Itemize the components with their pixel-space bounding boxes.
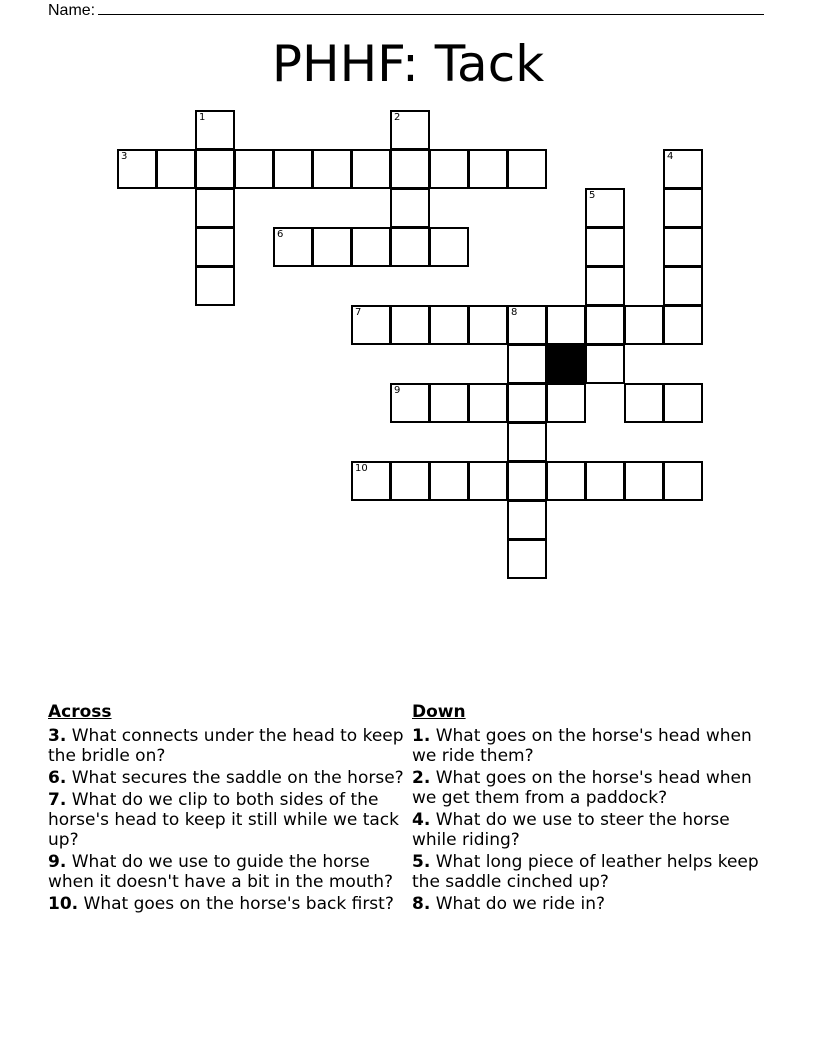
crossword-cell[interactable] [429, 149, 469, 189]
crossword-cell[interactable] [507, 383, 547, 423]
crossword-cell[interactable] [273, 149, 313, 189]
crossword-cell[interactable] [585, 266, 625, 306]
clue-number: 2 [394, 112, 401, 123]
crossword-cell[interactable] [507, 344, 547, 384]
crossword-cell[interactable] [156, 149, 196, 189]
crossword-cell[interactable] [663, 305, 703, 345]
clue-number-label: 10. [48, 894, 79, 914]
clue-number-label: 1. [412, 726, 431, 746]
clue-text: What do we clip to both sides of the horse's head to keep it still while we tack up? [48, 790, 399, 850]
down-clue [412, 726, 762, 766]
across-clue [48, 768, 410, 788]
crossword-cell[interactable] [390, 227, 430, 267]
crossword-cell[interactable] [663, 383, 703, 423]
crossword-cell[interactable] [624, 305, 664, 345]
name-label: Name: [48, 2, 96, 19]
crossword-cell[interactable] [507, 305, 547, 345]
crossword-cell[interactable] [585, 227, 625, 267]
crossword-cell[interactable] [351, 305, 391, 345]
crossword-cell[interactable] [468, 383, 508, 423]
clue-number: 9 [394, 385, 401, 396]
crossword-cell[interactable] [195, 110, 235, 150]
clue-text: What goes on the horse's back first? [83, 894, 394, 914]
crossword-cell[interactable] [117, 149, 157, 189]
down-clue [412, 852, 762, 892]
clue-number: 1 [199, 112, 206, 123]
across-clue [48, 852, 410, 892]
clue-text: What do we ride in? [435, 894, 606, 914]
crossword-cell[interactable] [663, 227, 703, 267]
crossword-cell[interactable] [663, 188, 703, 228]
clue-number-label: 3. [48, 726, 67, 746]
crossword-cell[interactable] [390, 149, 430, 189]
crossword-cell[interactable] [546, 383, 586, 423]
across-clue [48, 894, 410, 914]
crossword-cell[interactable] [390, 461, 430, 501]
clue-number: 7 [355, 307, 362, 318]
clue-number: 4 [667, 151, 674, 162]
clue-text: What do we use to guide the horse when it doesn't have a bit in the mouth? [48, 852, 394, 892]
clue-number: 10 [355, 463, 368, 474]
crossword-cell[interactable] [585, 461, 625, 501]
crossword-cell[interactable] [273, 227, 313, 267]
clue-number-label: 4. [412, 810, 431, 830]
crossword-cell[interactable] [585, 344, 625, 384]
across-clue [48, 790, 410, 850]
crossword-cell[interactable] [195, 188, 235, 228]
crossword-cell[interactable] [468, 461, 508, 501]
page-title: PHHF: Tack [271, 35, 545, 93]
clue-number: 6 [277, 229, 284, 240]
crossword-cell[interactable] [468, 149, 508, 189]
across-clue [48, 726, 410, 766]
crossword-cell[interactable] [351, 461, 391, 501]
crossword-cell[interactable] [429, 227, 469, 267]
clue-text: What connects under the head to keep the bridle on? [48, 726, 404, 766]
clue-number-label: 2. [412, 768, 431, 788]
crossword-cell[interactable] [351, 149, 391, 189]
across-clues [48, 702, 410, 916]
clue-number-label: 6. [48, 768, 67, 788]
down-clue [412, 894, 762, 914]
crossword-cell[interactable] [507, 539, 547, 579]
down-clues [412, 702, 762, 916]
crossword-cell[interactable] [663, 461, 703, 501]
crossword-cell[interactable] [468, 305, 508, 345]
crossword-cell[interactable] [351, 227, 391, 267]
crossword-cell[interactable] [429, 383, 469, 423]
crossword-cell[interactable] [546, 305, 586, 345]
crossword-cell[interactable] [390, 188, 430, 228]
crossword-cell[interactable] [507, 149, 547, 189]
across-clue-list [48, 726, 410, 914]
down-clue [412, 810, 762, 850]
clue-number: 3 [121, 151, 128, 162]
crossword-cell[interactable] [312, 227, 352, 267]
clue-text: What do we use to steer the horse while riding? [412, 810, 730, 850]
down-clue-list [412, 726, 762, 914]
crossword-cell[interactable] [234, 149, 274, 189]
crossword-cell[interactable] [546, 461, 586, 501]
crossword-cell[interactable] [390, 110, 430, 150]
crossword-cell[interactable] [429, 305, 469, 345]
crossword-cell[interactable] [663, 266, 703, 306]
crossword-cell[interactable] [507, 500, 547, 540]
clue-text: What goes on the horse's head when we ride them? [412, 726, 752, 766]
crossword-cell[interactable] [585, 188, 625, 228]
crossword-cell[interactable] [390, 383, 430, 423]
crossword-cell[interactable] [195, 227, 235, 267]
clue-text: What goes on the horse's head when we get them from a paddock? [412, 768, 752, 808]
crossword-cell[interactable] [663, 149, 703, 189]
across-heading: Across [48, 702, 112, 722]
crossword-cell[interactable] [312, 149, 352, 189]
clue-text: What secures the saddle on the horse? [71, 768, 404, 788]
clue-number-label: 9. [48, 852, 67, 872]
clue-number-label: 7. [48, 790, 67, 810]
crossword-cell[interactable] [507, 422, 547, 462]
crossword-cell[interactable] [195, 149, 235, 189]
crossword-cell[interactable] [429, 461, 469, 501]
clue-number: 8 [511, 307, 518, 318]
crossword-cell[interactable] [585, 305, 625, 345]
down-clue [412, 768, 762, 808]
clue-number-label: 8. [412, 894, 431, 914]
crossword-cell[interactable] [507, 461, 547, 501]
clue-number-label: 5. [412, 852, 431, 872]
clue-number: 5 [589, 190, 596, 201]
crossword-cell[interactable] [624, 461, 664, 501]
shaded-cell [546, 344, 586, 384]
down-heading: Down [412, 702, 466, 722]
crossword-cell[interactable] [195, 266, 235, 306]
crossword-cell[interactable] [390, 305, 430, 345]
crossword-cell[interactable] [624, 383, 664, 423]
clue-text: What long piece of leather helps keep the saddle cinched up? [412, 852, 759, 892]
